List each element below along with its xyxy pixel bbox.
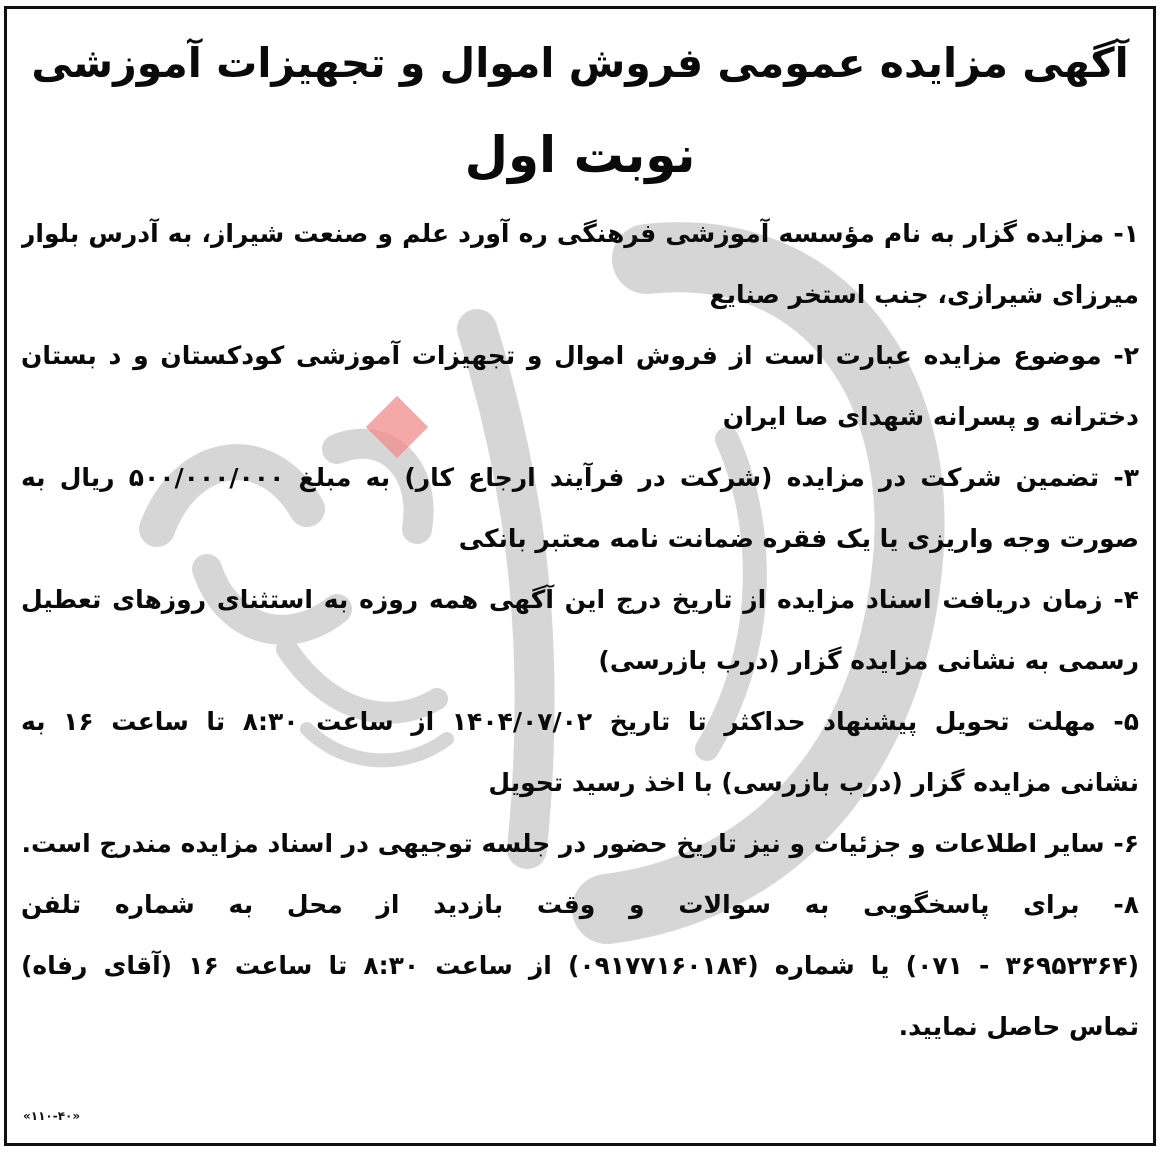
notice-title: آگهی مزایده عمومی فروش اموال و تجهیزات آموزشی (31, 39, 1129, 87)
notice-item-1 (21, 203, 1139, 325)
notice-item-4 (21, 569, 1139, 691)
notice-item-6 (21, 813, 1139, 874)
notice-item-5 (21, 691, 1139, 813)
notice-frame (4, 6, 1156, 1146)
notice-item-line: صورت وجه واریزی یا یک فقره ضمانت نامه معتبر بانکی (458, 524, 1139, 553)
notice-item-line: ۳- تضمین شرکت در مزایده (شرکت در فرآیند ارجاع کار) به مبلغ ۵۰۰/۰۰۰/۰۰۰ ریال به (21, 463, 1139, 492)
notice-item-line: ۱- مزایده گزار به نام مؤسسه آموزشی فرهنگی ره آورد علم و صنعت شیراز، به آدرس بلوار (21, 219, 1139, 248)
notice-item-line: ۸- برای پاسخگویی به سوالات و وقت بازدید از محل به شماره تلفن (21, 890, 1139, 919)
notice-item-8 (21, 874, 1139, 1057)
notice-item-line: دخترانه و پسرانه شهدای صا ایران (722, 402, 1139, 431)
notice-item-line: ۴- زمان دریافت اسناد مزایده از تاریخ درج این آگهی همه روزه به استثنای روزهای تعطیل (21, 585, 1139, 614)
notice-item-3 (21, 447, 1139, 569)
notice-subtitle: نوبت اول (464, 126, 696, 184)
notice-item-line: ۲- موضوع مزایده عبارت است از فروش اموال و تجهیزات آموزشی کودکستان و د بستان (21, 341, 1139, 370)
notice-item-line: رسمی به نشانی مزایده گزار (درب بازرسی) (598, 646, 1139, 675)
notice-content (7, 17, 1153, 1057)
notice-item-line: ۶- سایر اطلاعات و جزئیات و نیز تاریخ حضور در جلسه توجیهی در اسناد مزایده مندرج است. (21, 829, 1139, 858)
notice-item-line: ۵- مهلت تحویل پیشنهاد حداکثر تا تاریخ ۱۴۰۴/۰۷/۰۲ از ساعت ۸:۳۰ تا ساعت ۱۶ به (21, 707, 1139, 736)
notice-item-line: تماس حاصل نمایید. (898, 1012, 1139, 1041)
notice-code: «۱۱۰-۴۰» (23, 1109, 81, 1123)
notice-item-line: میرزای شیرازی، جنب استخر صنایع (709, 280, 1139, 309)
notice-item-2 (21, 325, 1139, 447)
notice-item-line: نشانی مزایده گزار (درب بازرسی) با اخذ رسید تحویل (488, 768, 1139, 797)
notice-item-line: (۳۶۹۵۲۳۶۴ - ۰۷۱) یا شماره (۰۹۱۷۷۱۶۰۱۸۴) از ساعت ۸:۳۰ تا ساعت ۱۶ (آقای رفاه) (21, 951, 1139, 980)
